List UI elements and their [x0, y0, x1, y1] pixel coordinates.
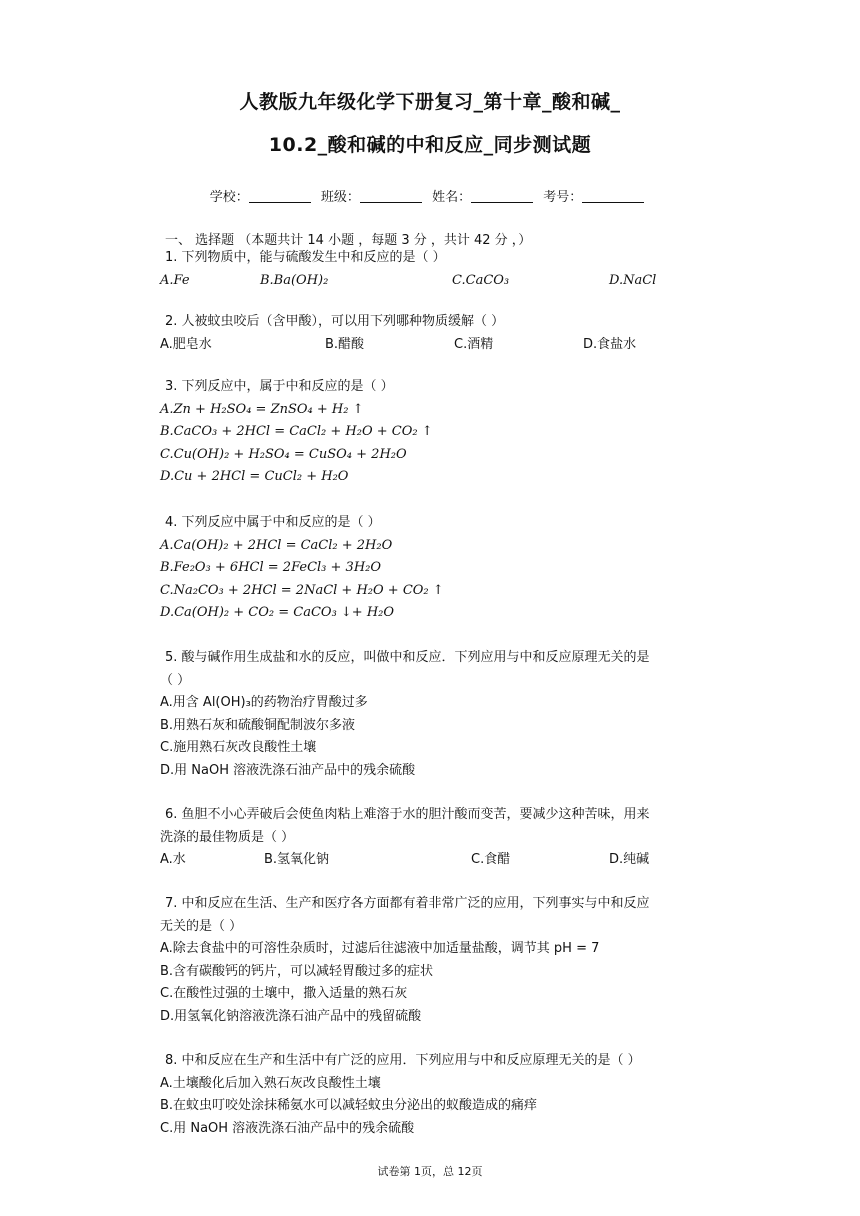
question-stem-cont: 洗涤的最佳物质是（ ）: [160, 829, 295, 845]
question-8: [160, 1050, 730, 1140]
question-2: [160, 311, 730, 356]
option-a[interactable]: A.土壤酸化后加入熟石灰改良酸性土壤: [160, 1075, 381, 1091]
question-stem: 3. 下列反应中，属于中和反应的是（ ）: [165, 379, 394, 394]
option-c[interactable]: C.酒精: [454, 336, 494, 352]
option-b[interactable]: B.Ba(OH)₂: [260, 272, 329, 288]
option-c[interactable]: C.食醋: [471, 852, 511, 867]
question-stem: 8. 中和反应在生产和生活中有广泛的应用．下列应用与中和反应原理无关的是（ ）: [165, 1053, 641, 1068]
option-b[interactable]: B.在蚊虫叮咬处涂抹稀氨水可以减轻蚊虫分泌出的蚁酸造成的痛痒: [160, 1098, 538, 1113]
class-label: 班级：: [320, 190, 360, 205]
option-b[interactable]: B.含有碳酸钙的钙片，可以减轻胃酸过多的症状: [160, 963, 434, 979]
question-stem-cont: （ ）: [160, 672, 191, 688]
option-a[interactable]: A.除去食盐中的可溶性杂质时，过滤后往滤液中加适量盐酸，调节其 pH = 7: [160, 941, 600, 956]
options-row: [160, 849, 730, 872]
question-6: [160, 804, 730, 872]
question-stem: 4. 下列反应中属于中和反应的是（ ）: [165, 515, 381, 530]
question-stem: 1. 下列物质中，能与硫酸发生中和反应的是（ ）: [165, 250, 446, 265]
question-7: [160, 893, 730, 1028]
student-info-row: [0, 186, 860, 205]
option-d[interactable]: D.NaCl: [609, 272, 657, 288]
name-blank[interactable]: [471, 188, 533, 203]
option-c[interactable]: C.在酸性过强的土壤中，撒入适量的熟石灰: [160, 986, 408, 1001]
name-label: 姓名：: [432, 190, 472, 205]
option-b[interactable]: B.氢氧化钠: [264, 852, 330, 867]
question-1: [160, 247, 730, 292]
option-c[interactable]: C.施用熟石灰改良酸性土壤: [160, 740, 317, 755]
question-stem: 2. 人被蚊虫咬后（含甲酸），可以用下列哪种物质缓解（ ）: [165, 314, 505, 329]
option-c[interactable]: C.用 NaOH 溶液洗涤石油产品中的残余硫酸: [160, 1120, 415, 1136]
option-a[interactable]: A.Zn + H₂SO₄ = ZnSO₄ + H₂ ↑: [160, 401, 364, 417]
title-line-2: 10.2_酸和碱的中和反应_同步测试题: [268, 134, 592, 156]
exam-no-label: 考号：: [543, 190, 583, 205]
option-a[interactable]: A.Fe: [160, 272, 190, 288]
exam-no-blank[interactable]: [582, 188, 644, 203]
option-d[interactable]: D.Ca(OH)₂ + CO₂ = CaCO₃ ↓+ H₂O: [160, 605, 395, 620]
title-line-1: 人教版九年级化学下册复习_第十章_酸和碱_: [239, 91, 621, 113]
option-d[interactable]: D.食盐水: [583, 336, 637, 352]
options-row: [160, 270, 730, 293]
option-a[interactable]: A.水: [160, 852, 186, 867]
page-footer: 试卷第 1页，总 12页: [377, 1165, 483, 1178]
option-b[interactable]: B.Fe₂O₃ + 6HCl = 2FeCl₃ + 3H₂O: [160, 560, 382, 575]
option-b[interactable]: B.用熟石灰和硫酸铜配制波尔多液: [160, 717, 356, 733]
question-stem: 6. 鱼胆不小心弄破后会使鱼肉粘上难溶于水的胆汁酸而变苦，要减少这种苦味，用来: [165, 807, 650, 822]
option-a[interactable]: A.用含 Al(OH)₃的药物治疗胃酸过多: [160, 695, 368, 710]
option-d[interactable]: D.Cu + 2HCl = CuCl₂ + H₂O: [160, 469, 349, 484]
question-stem: 5. 酸与碱作用生成盐和水的反应，叫做中和反应．下列应用与中和反应原理无关的是: [165, 650, 650, 665]
option-c[interactable]: C.Cu(OH)₂ + H₂SO₄ = CuSO₄ + 2H₂O: [160, 446, 407, 462]
option-d[interactable]: D.用氢氧化钠溶液洗涤石油产品中的残留硫酸: [160, 1008, 422, 1024]
option-b[interactable]: B.醋酸: [325, 336, 365, 352]
question-stem-cont: 无关的是（ ）: [160, 918, 243, 934]
class-blank[interactable]: [360, 188, 422, 203]
option-a[interactable]: A.肥皂水: [160, 336, 212, 352]
option-b[interactable]: B.CaCO₃ + 2HCl = CaCl₂ + H₂O + CO₂ ↑: [160, 424, 433, 439]
question-4: [160, 512, 730, 625]
question-stem: 7. 中和反应在生活、生产和医疗各方面都有着非常广泛的应用，下列事实与中和反应: [165, 896, 650, 911]
option-a[interactable]: A.Ca(OH)₂ + 2HCl = CaCl₂ + 2H₂O: [160, 537, 393, 553]
section-heading: 一、 选择题 （本题共计 14 小题 ，每题 3 分 ，共计 42 分 ，）: [165, 233, 532, 248]
school-blank[interactable]: [249, 188, 311, 203]
options-row: [160, 334, 730, 357]
option-d[interactable]: D.纯碱: [609, 852, 650, 867]
option-c[interactable]: C.CaCO₃: [452, 272, 510, 288]
option-c[interactable]: C.Na₂CO₃ + 2HCl = 2NaCl + H₂O + CO₂ ↑: [160, 582, 444, 598]
option-d[interactable]: D.用 NaOH 溶液洗涤石油产品中的残余硫酸: [160, 762, 416, 778]
school-label: 学校：: [209, 190, 249, 205]
question-5: [160, 647, 730, 782]
question-3: [160, 376, 730, 489]
